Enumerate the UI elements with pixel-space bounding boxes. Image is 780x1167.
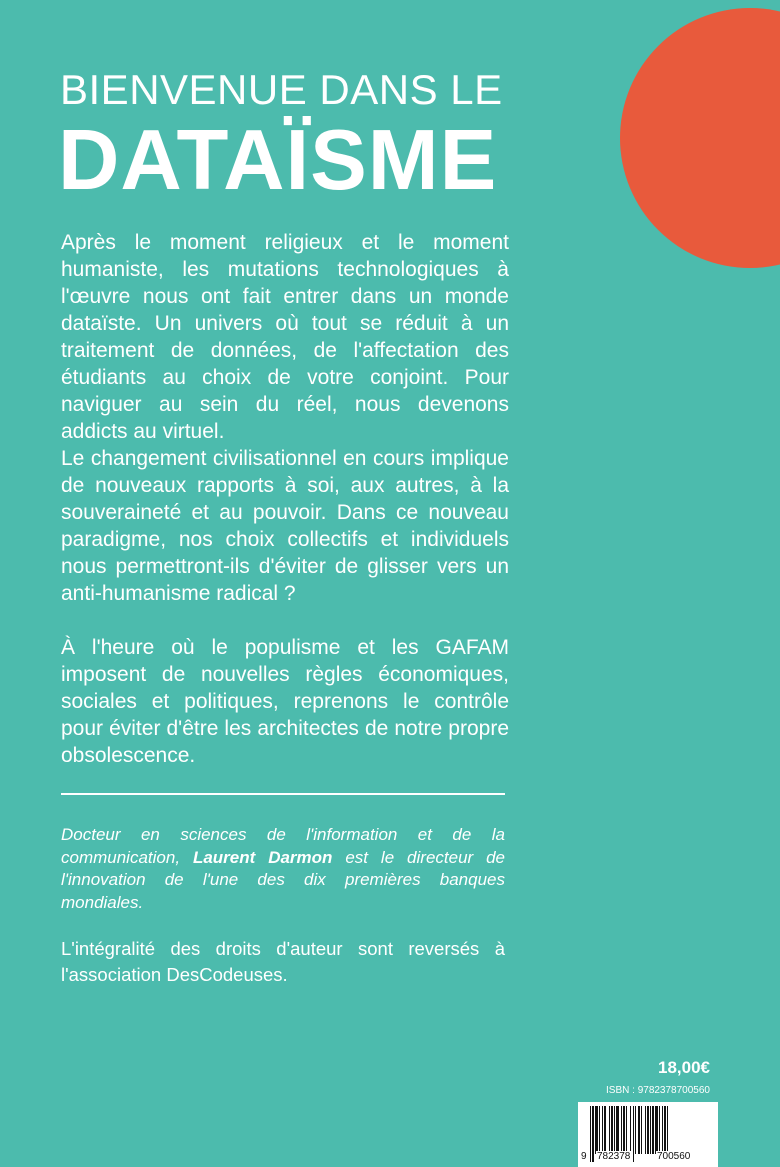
author-bio-rest: est le directeur de l'innovation de l'une des dix premières banques mondiales. bbox=[61, 847, 505, 912]
divider bbox=[61, 793, 505, 795]
summary-paragraph-3: À l'heure où le populisme et les GAFAM imposent de nouvelles règles économiques, sociales et politiques, reprenons le contrôle pour éviter d'être les architectes de notre propre obsolescence. bbox=[61, 636, 509, 767]
barcode-bar bbox=[652, 1106, 654, 1154]
price: 18,00€ bbox=[658, 1058, 710, 1077]
barcode-digits bbox=[578, 1151, 718, 1165]
barcode-digit-first: 9 bbox=[581, 1151, 587, 1162]
barcode-bar bbox=[638, 1106, 640, 1154]
barcode-bar bbox=[647, 1106, 649, 1154]
summary-paragraph-2: Le changement civilisationnel en cours implique de nouveaux rapports à soi, aux autres, à la souveraineté et au pouvoir. Dans ce nouveau paradigme, nos choix collectifs et individuels nous permettront-ils d'éviter de glisser vers un anti-humanisme radical ? bbox=[61, 447, 509, 605]
author-bio bbox=[61, 824, 505, 914]
barcode-bar bbox=[621, 1106, 622, 1154]
title-line-2: DATAÏSME bbox=[58, 113, 498, 208]
back-cover-summary bbox=[61, 229, 509, 769]
author-bio-intro: Docteur en sciences de l'information et de la communication, bbox=[61, 825, 505, 867]
summary-paragraph-1: Après le moment religieux et le moment humaniste, les mutations technologiques à l'œuvre nous ont fait entrer dans un monde dataïste. Un univers où tout se réduit à un traitement de données, de l'affectation des étudiants au choix de votre conjoint. Pour naviguer au sein du réel, nous devenons addicts au virtuel. bbox=[61, 231, 509, 443]
barcode-bar bbox=[623, 1106, 625, 1154]
barcode-bar bbox=[609, 1106, 610, 1154]
isbn: ISBN : 9782378700560 bbox=[606, 1085, 710, 1096]
barcode-bar bbox=[611, 1106, 613, 1154]
barcode-bar bbox=[626, 1106, 627, 1154]
barcode-bar bbox=[614, 1106, 615, 1154]
barcode-bar bbox=[599, 1106, 600, 1154]
barcode-group-1: 782378 bbox=[597, 1151, 631, 1162]
barcode-bar bbox=[641, 1106, 642, 1154]
barcode-bar bbox=[659, 1106, 660, 1154]
barcode-bar bbox=[604, 1106, 606, 1154]
barcode-bar bbox=[635, 1106, 636, 1154]
title-line-1: BIENVENUE DANS LE bbox=[60, 66, 503, 113]
barcode-bar bbox=[595, 1106, 598, 1154]
barcode-bar bbox=[645, 1106, 646, 1154]
barcode-bar bbox=[662, 1106, 663, 1154]
rights-notice: L'intégralité des droits d'auteur sont reversés à l'association DesCodeuses. bbox=[61, 938, 505, 985]
barcode-bar bbox=[655, 1106, 658, 1154]
author-name: Laurent Darmon bbox=[192, 847, 333, 867]
barcode-group-2: 700560 bbox=[657, 1151, 691, 1162]
decorative-circle bbox=[620, 8, 780, 268]
barcode-bar bbox=[616, 1106, 619, 1154]
barcode-bar bbox=[602, 1106, 603, 1154]
barcode-bar bbox=[650, 1106, 651, 1154]
barcode bbox=[578, 1102, 718, 1167]
